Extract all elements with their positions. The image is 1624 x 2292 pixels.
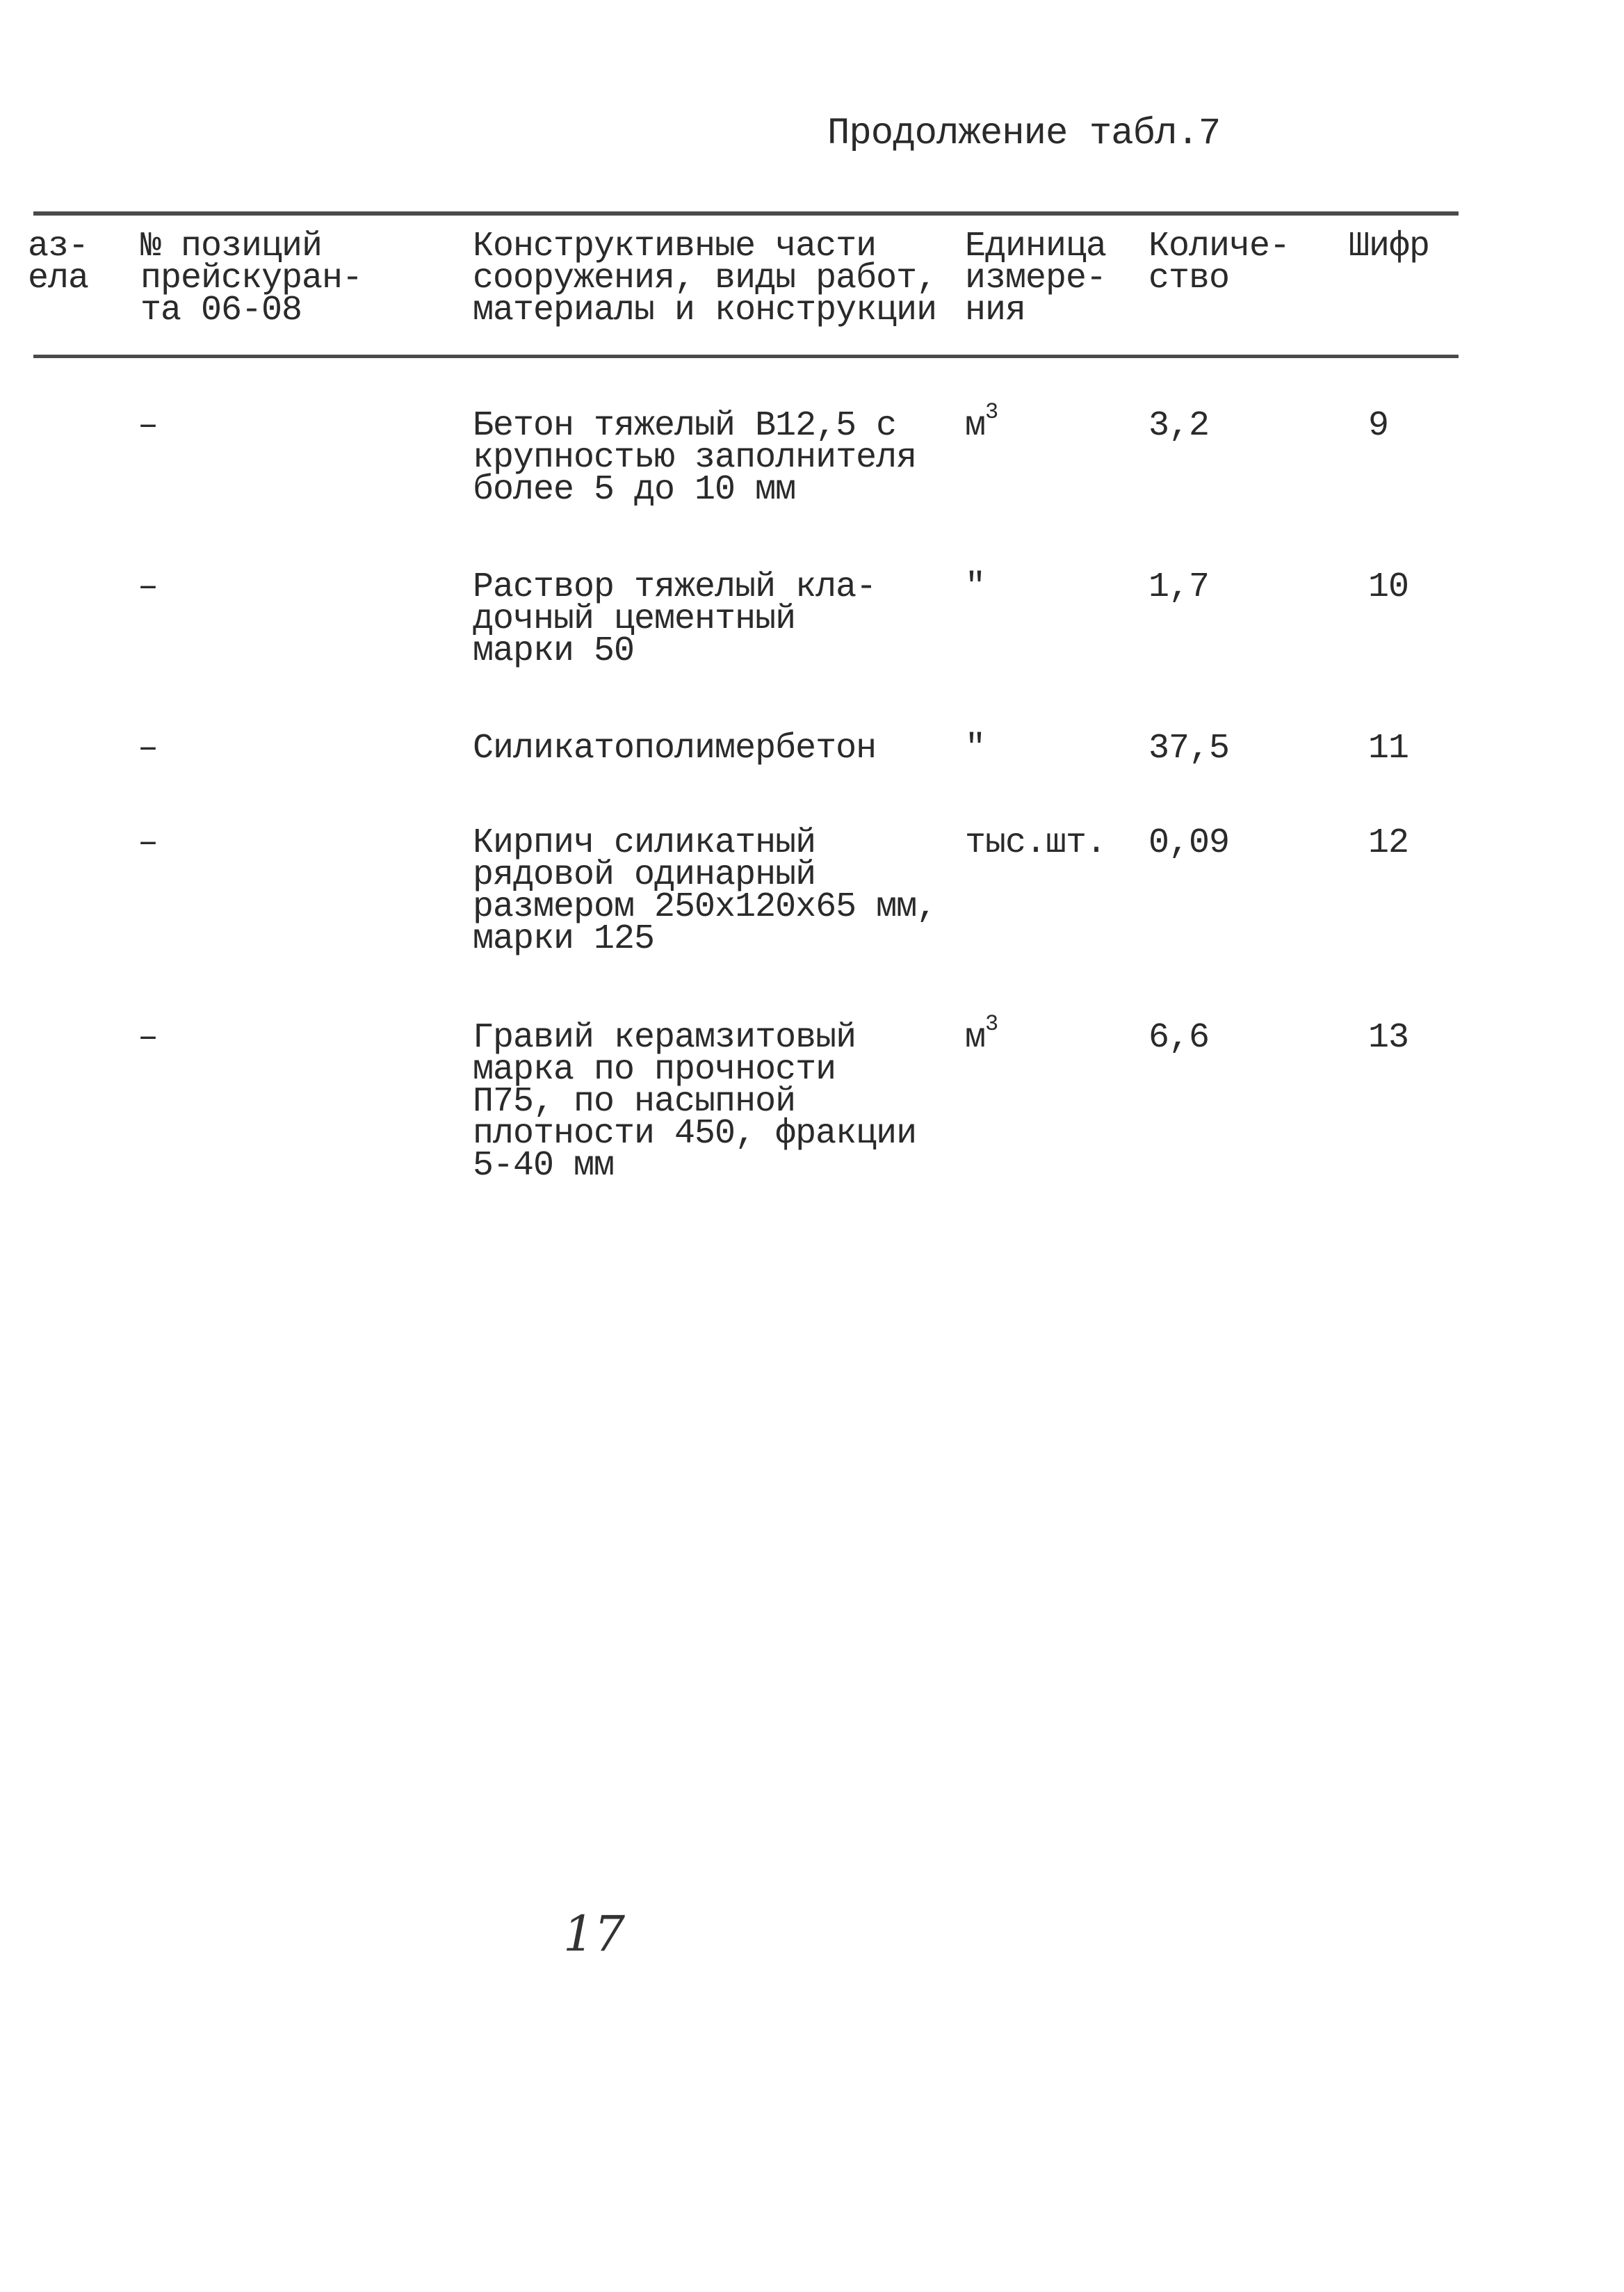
header-position: № позиций прейскуран- та 06-08	[140, 227, 363, 330]
row-position: –	[138, 729, 159, 768]
row-quantity: 37,5	[1148, 729, 1230, 768]
row-unit: "	[965, 567, 986, 607]
row-quantity: 6,6	[1148, 1018, 1210, 1058]
row-position: –	[138, 406, 159, 446]
row-description: Раствор тяжелый кла- дочный цементный марки 50	[473, 567, 877, 671]
row-quantity: 1,7	[1148, 567, 1210, 607]
row-unit: "	[965, 729, 986, 768]
row-unit: $м^3$	[965, 1011, 998, 1058]
row-description: Силикатополимербетон	[473, 729, 877, 768]
row-code: 13	[1368, 1018, 1409, 1058]
row-position: –	[138, 1018, 159, 1058]
header-unit: Единица измере- ния	[965, 227, 1107, 330]
header-code: Шифр	[1349, 227, 1430, 266]
table-header-rule	[33, 355, 1459, 358]
row-unit: тыс.шт.	[965, 823, 1107, 863]
header-quantity: Количе- ство	[1148, 227, 1290, 298]
row-description: Кирпич силикатный рядовой одинарный размером 250х120х65 мм, марки 125	[473, 823, 937, 959]
row-code: 9	[1368, 406, 1389, 446]
row-description: Бетон тяжелый В12,5 с крупностью заполнителя более 5 до 10 мм	[473, 406, 917, 510]
row-code: 11	[1368, 729, 1409, 768]
row-code: 10	[1368, 567, 1409, 607]
row-position: –	[138, 567, 159, 607]
table-caption: Продолжение табл.7	[827, 113, 1221, 155]
row-position: –	[138, 823, 159, 863]
row-description: Гравий керамзитовый марка по прочности П75, по насыпной плотности 450, фракции 5-40 мм	[473, 1018, 917, 1186]
row-code: 12	[1368, 823, 1409, 863]
header-section: аз- ела	[28, 227, 89, 298]
row-quantity: 3,2	[1148, 406, 1210, 446]
header-description: Конструктивные части сооружения, виды работ, материалы и конструкции	[473, 227, 937, 330]
row-unit: $м^3$	[965, 399, 998, 446]
row-quantity: 0,09	[1148, 823, 1230, 863]
page-number: 17	[563, 1905, 626, 1962]
table-top-rule	[33, 211, 1459, 216]
